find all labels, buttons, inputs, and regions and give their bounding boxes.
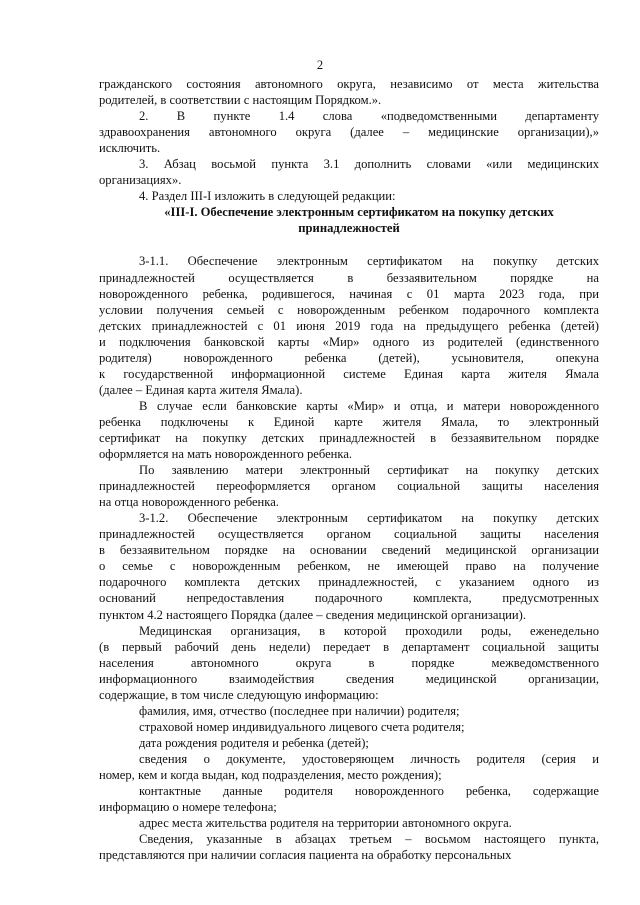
paragraph [99, 510, 599, 622]
paragraph [99, 462, 599, 510]
text-line: к государственной информационной системе Единая карта жителя Ямала [99, 366, 599, 381]
heading-line: принадлежностей [298, 221, 400, 236]
paragraph [99, 76, 599, 108]
paragraph [99, 156, 599, 188]
text-line: оснований непредоставления подарочного комплекта, предусмотренных [99, 591, 599, 606]
paragraph [99, 398, 599, 462]
text-line: дата рождения родителя и ребенка (детей); [139, 735, 369, 750]
text-line: По заявлению матери электронный сертификат на покупку детских [139, 463, 599, 478]
text-line: родителя) новорожденного ребенка (детей), усыновителя, опекуна [99, 350, 599, 365]
text-line: В случае если банковские карты «Мир» и отца, и матери новорожденного [139, 398, 599, 413]
text-line: (далее – Единая карта жителя Ямала). [99, 382, 303, 397]
text-line: 3-1.1. Обеспечение электронным сертификатом на покупку детских [139, 254, 599, 269]
text-line: принадлежностей осуществляется органом социальной защиты населения [99, 527, 599, 542]
text-line: населения автономного округа в порядке межведомственного [99, 655, 599, 670]
paragraph [99, 751, 599, 783]
paragraph [99, 188, 599, 204]
paragraph [99, 735, 599, 751]
text-line: здравоохранения автономного округа (далее – медицинские организации),» [99, 125, 599, 140]
text-line: пунктом 4.2 настоящего Порядка (далее – сведения медицинской организации). [99, 607, 527, 622]
paragraph [99, 703, 599, 719]
paragraph [99, 719, 599, 735]
text-line: Медицинская организация, в которой проходили роды, еженедельно [139, 623, 599, 638]
text-line: информационного взаимодействия сведения медицинской организации, [99, 671, 599, 686]
paragraph [99, 815, 599, 831]
text-line: номер, кем и когда выдан, код подразделения, место рождения); [99, 767, 442, 782]
text-line: 2. В пункте 1.4 слова «подведомственными департаменту [139, 109, 599, 124]
paragraph [99, 623, 599, 703]
text-line: оформляется на мать новорожденного ребенка. [99, 447, 353, 462]
text-line: контактные данные родителя новорожденного ребенка, содержащие [139, 784, 599, 799]
text-line: принадлежностей осуществляется в беззаявительном порядке на [99, 270, 599, 285]
paragraph [99, 783, 599, 815]
heading-line: «III-I. Обеспечение электронным сертификатом на покупку детских [164, 205, 554, 220]
text-line: 3-1.2. Обеспечение электронным сертификатом на покупку детских [139, 511, 599, 526]
text-line: организациях». [99, 173, 182, 188]
text-line: содержащие, в том числе следующую информацию: [99, 687, 379, 702]
text-line: принадлежностей переоформляется органом социальной защиты населения [99, 479, 599, 494]
text-line: 3. Абзац восьмой пункта 3.1 дополнить словами «или медицинских [139, 157, 599, 172]
text-line: о семье с новорожденным ребенком, не имеющей право на получение [99, 559, 599, 574]
text-line: Сведения, указанные в абзацах третьем – восьмом настоящего пункта, [139, 832, 599, 847]
spacer [99, 236, 599, 253]
text-line: подарочного комплекта детских принадлежностей, с указанием одного из [99, 575, 599, 590]
text-line: адрес места жительства родителя на территории автономного округа. [139, 816, 512, 831]
text-line: сведения о документе, удостоверяющем личность родителя (серия и [139, 751, 599, 766]
document-body [99, 76, 599, 863]
text-line: и подключения банковской карты «Мир» одного из родителей (единственного [99, 334, 599, 349]
text-line: родителей, в соответствии с настоящим Порядком.». [99, 93, 382, 108]
text-line: на отца новорожденного ребенка. [99, 495, 279, 510]
text-line: фамилия, имя, отчество (последнее при наличии) родителя; [139, 703, 460, 718]
text-line: гражданского состояния автономного округа, независимо от места жительства [99, 77, 599, 91]
text-line: новорожденного ребенка, родившегося, начиная с 01 марта 2023 года, при [99, 286, 599, 301]
text-line: страховой номер индивидуального лицевого счета родителя; [139, 719, 465, 734]
text-line: представляются при наличии согласия пациента на обработку персональных [99, 848, 512, 863]
text-line: детских принадлежностей с 01 июня 2019 года на предыдущего ребенка (детей) [99, 318, 599, 333]
text-line: ребенка подключены к Единой карте жителя Ямала, то электронный [99, 414, 599, 429]
text-line: (в первый рабочий день недели) передает в департамент социальной защиты [99, 639, 599, 654]
paragraph [99, 831, 599, 863]
text-line: условии получения семьей с новорожденным ребенком подарочного комплекта [99, 302, 599, 317]
text-line: сертификат на покупку детских принадлежностей в беззаявительном порядке [99, 430, 599, 445]
text-line: в беззаявительном порядке на основании сведений медицинской организации [99, 543, 599, 558]
text-line: 4. Раздел III-I изложить в следующей редакции: [139, 189, 396, 204]
page-number: 2 [316, 58, 324, 72]
text-line: исключить. [99, 141, 161, 156]
paragraph [99, 108, 599, 156]
paragraph [99, 253, 599, 397]
text-line: информацию о номере телефона; [99, 800, 277, 815]
section-heading [99, 204, 599, 236]
